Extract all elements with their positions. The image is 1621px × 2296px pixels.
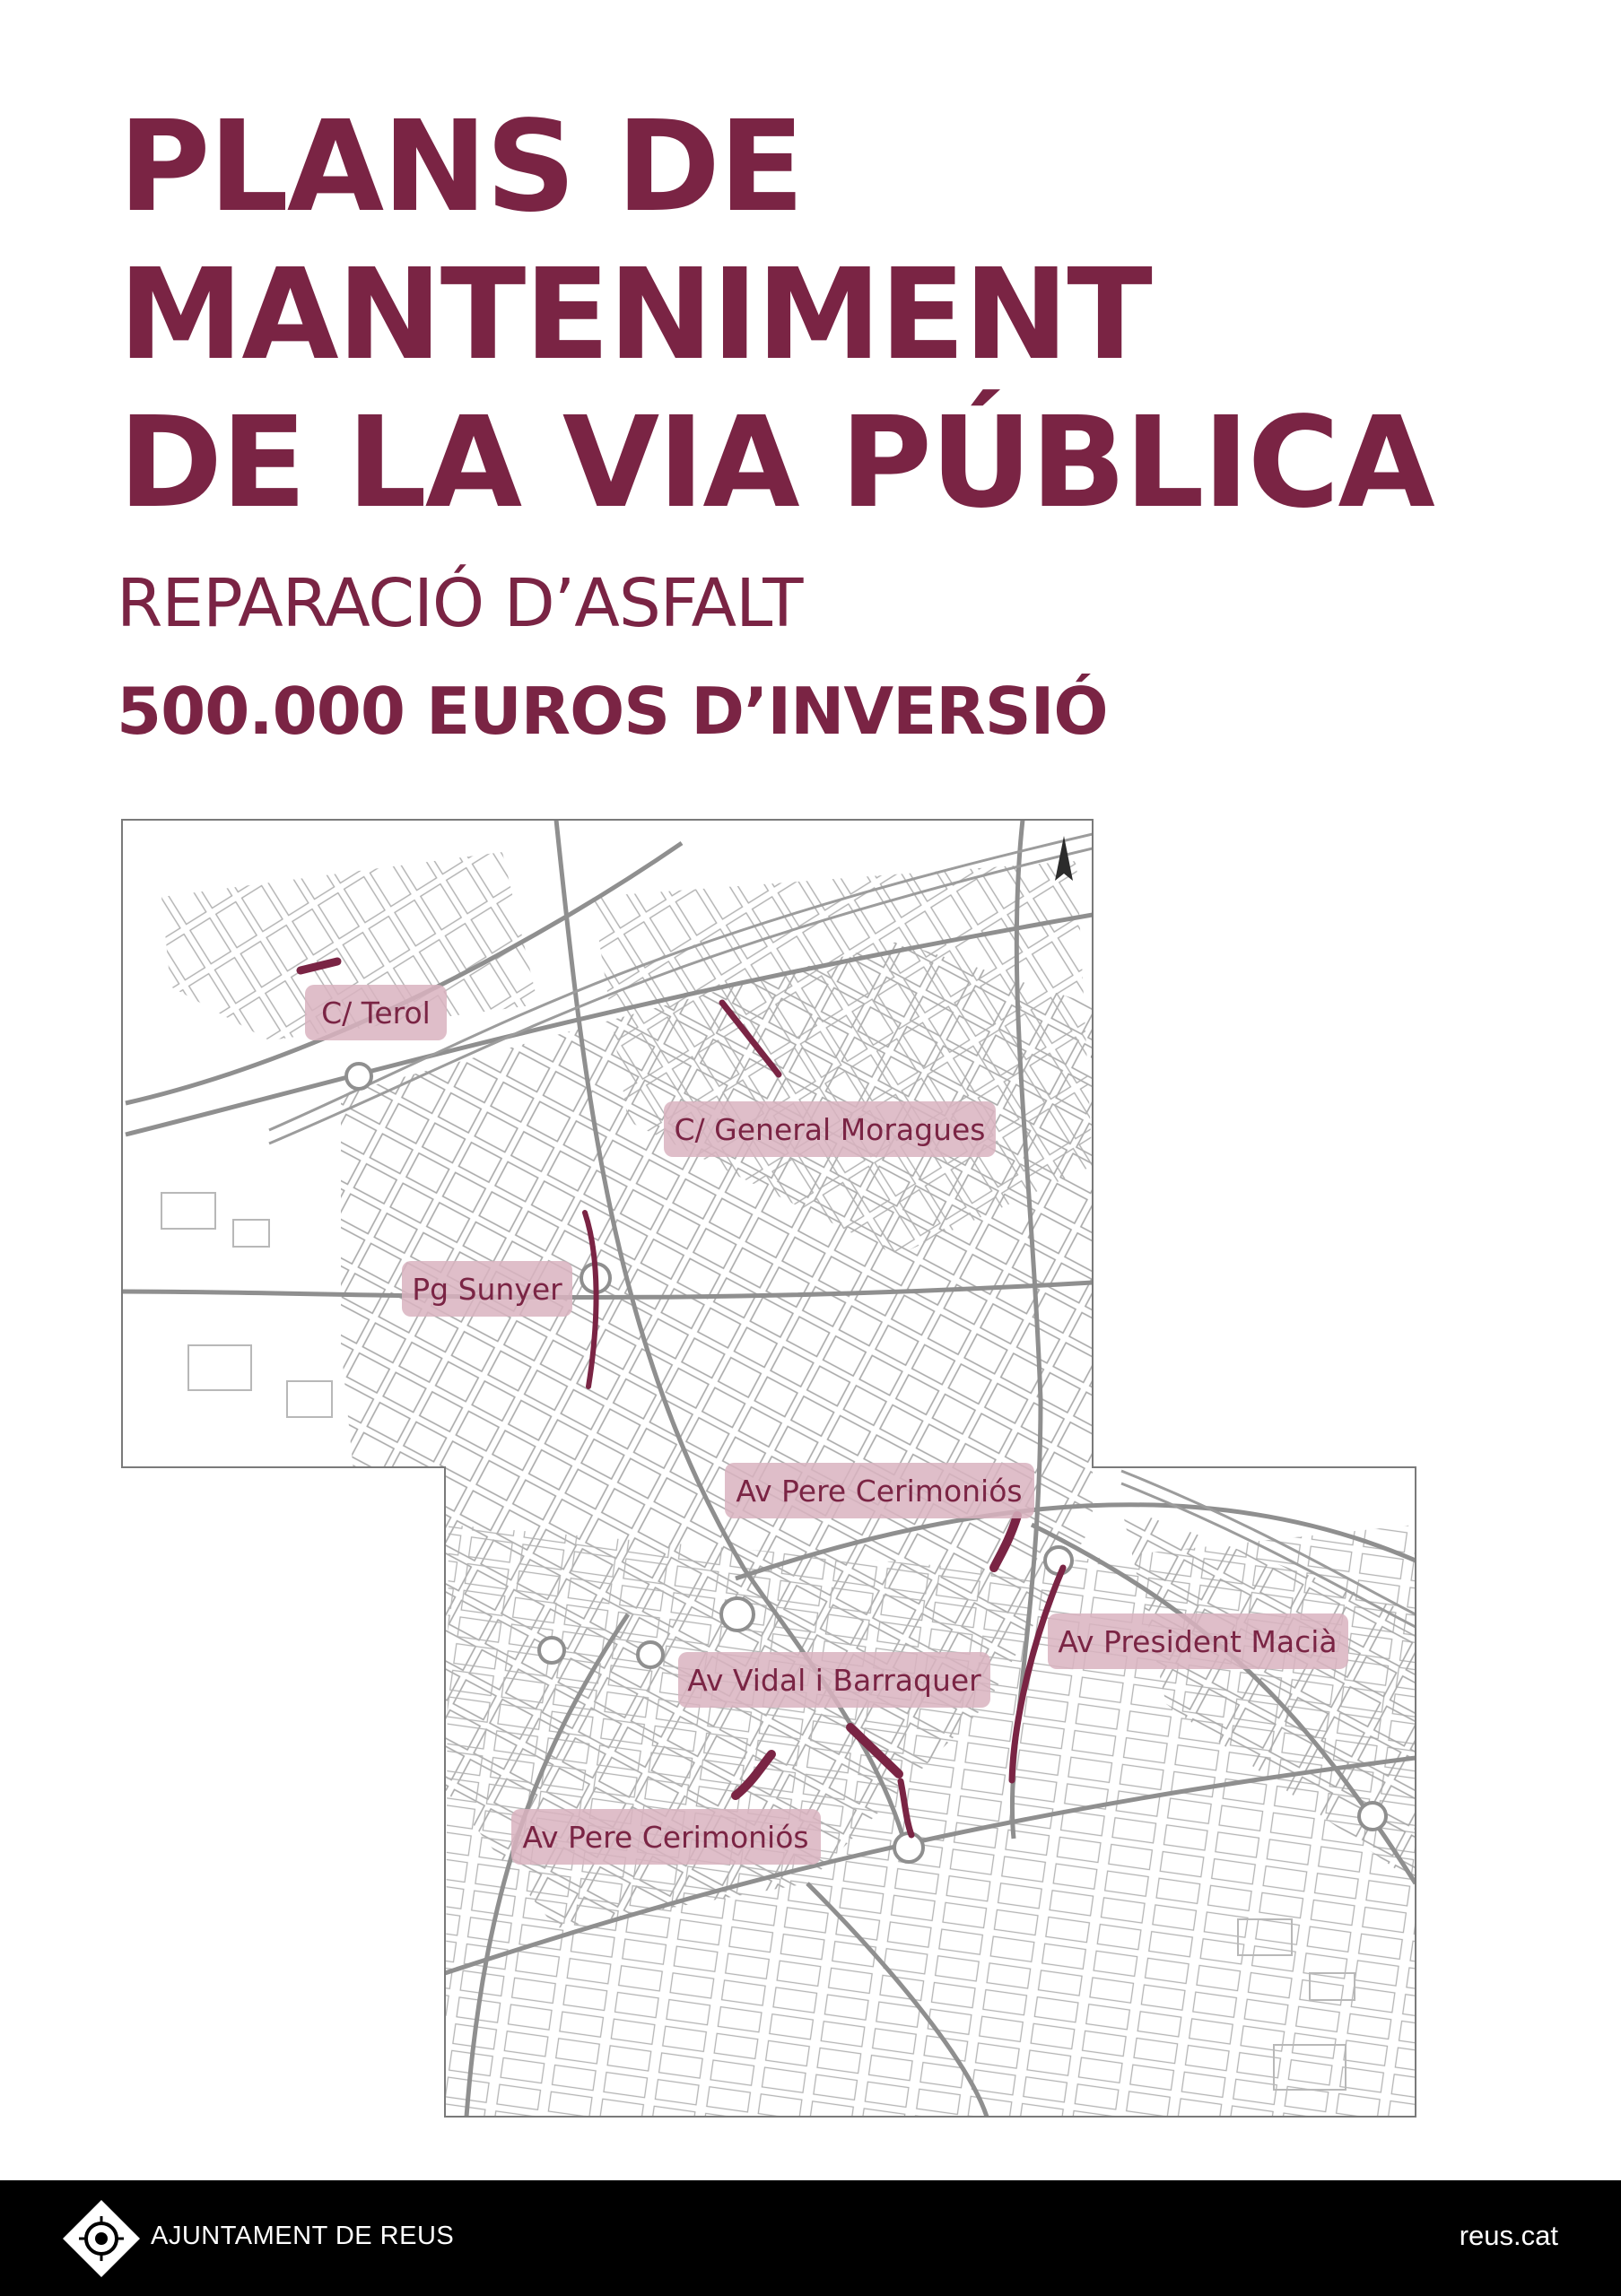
reus-seal-icon <box>63 2200 140 2277</box>
label-general-moragues-text: C/ General Moragues <box>674 1112 986 1147</box>
label-pere-cerimonios-2 <box>511 1809 821 1865</box>
label-vidal-barraquer <box>678 1652 990 1708</box>
label-general-moragues <box>664 1101 996 1157</box>
label-president-macia-text: Av President Macià <box>1058 1624 1338 1659</box>
map-base <box>0 789 1621 2135</box>
website-link[interactable]: reus.cat <box>1459 2220 1558 2251</box>
label-terol <box>305 985 447 1040</box>
footer-bar <box>0 2180 1621 2296</box>
investment-amount: 500.000 EUROS D’INVERSIÓ <box>117 674 1108 749</box>
title-line-3: DE LA VIA PÚBLICA <box>118 390 1434 536</box>
label-terol-text: C/ Terol <box>321 996 431 1031</box>
title-line-1: PLANS DE <box>118 94 803 240</box>
label-president-macia <box>1048 1613 1348 1669</box>
label-pere-cerimonios-2-text: Av Pere Cerimoniós <box>522 1820 809 1855</box>
label-pere-cerimonios-1-text: Av Pere Cerimoniós <box>736 1474 1023 1509</box>
label-vidal-barraquer-text: Av Vidal i Barraquer <box>687 1663 981 1698</box>
label-pg-sunyer <box>402 1261 572 1317</box>
label-pg-sunyer-text: Pg Sunyer <box>412 1272 562 1307</box>
organization-name: AJUNTAMENT DE REUS <box>151 2222 455 2250</box>
title-line-2: MANTENIMENT <box>118 242 1151 388</box>
poster-subtitle: REPARACIÓ D’ASFALT <box>117 565 803 642</box>
label-pere-cerimonios-1 <box>725 1463 1034 1518</box>
